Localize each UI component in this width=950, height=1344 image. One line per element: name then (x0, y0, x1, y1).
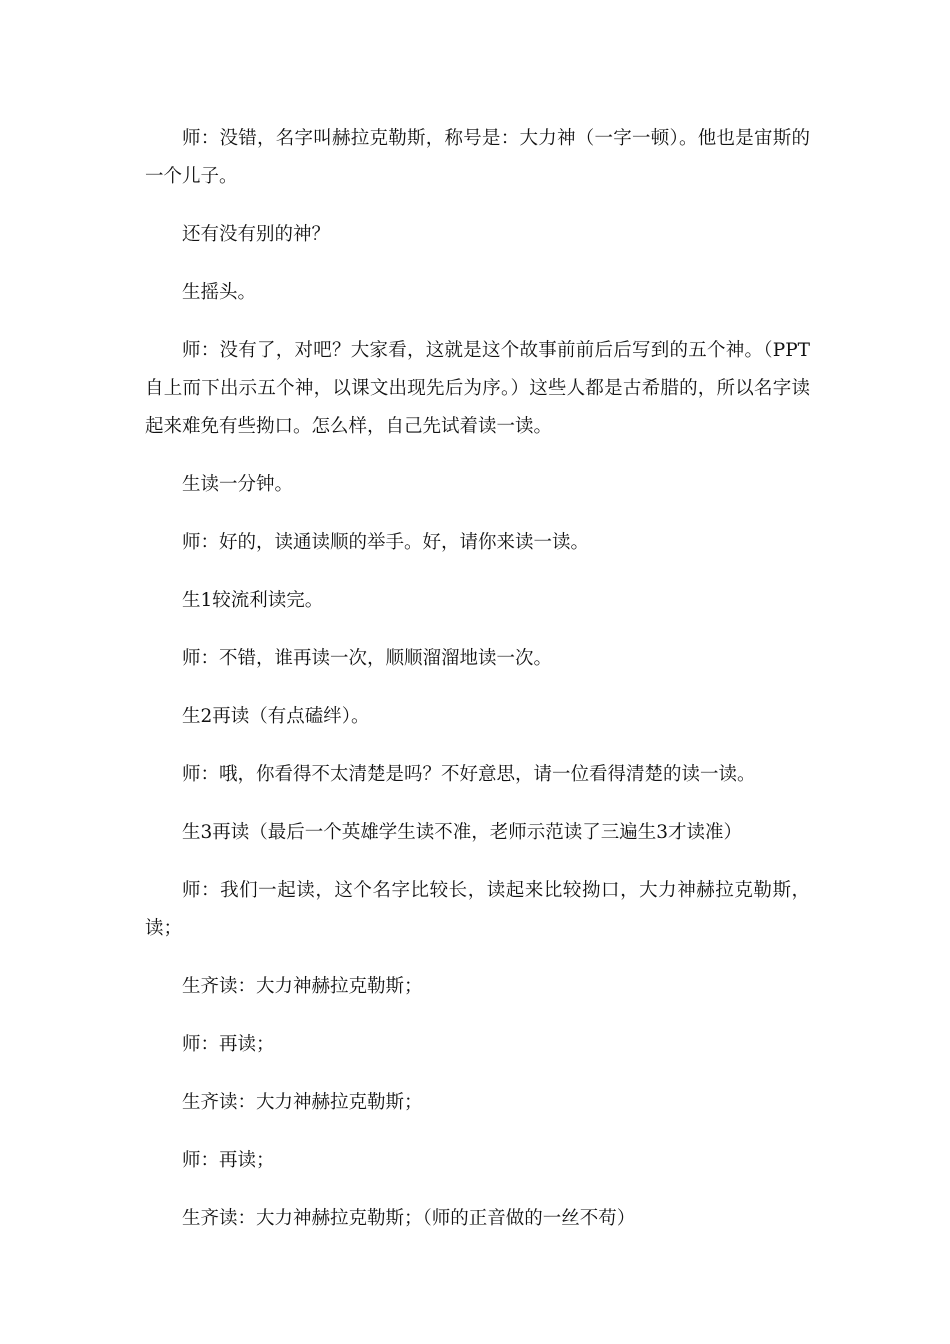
paragraph-15: 生齐读：大力神赫拉克勒斯； (182, 1092, 423, 1113)
paragraph-16: 师：再读； (182, 1150, 275, 1171)
paragraph-9: 生2再读（有点磕绊）。 (182, 706, 370, 727)
paragraph-6: 师：好的，读通读顺的举手。好，请你来读一读。 (182, 532, 590, 553)
paragraph-13: 生齐读：大力神赫拉克勒斯； (182, 976, 423, 997)
paragraph-12: 师：我们一起读，这个名字比较长，读起来比较拗口，大力神赫拉克勒斯，读； (145, 880, 810, 939)
paragraph-14: 师：再读； (182, 1034, 275, 1055)
paragraph-11: 生3再读（最后一个英雄学生读不准，老师示范读了三遍生3才读准） (182, 822, 743, 843)
paragraph-2: 还有没有别的神？ (182, 224, 331, 245)
paragraph-17: 生齐读：大力神赫拉克勒斯；（师的正音做的一丝不苟） (182, 1208, 636, 1229)
paragraph-3: 生摇头。 (182, 282, 257, 303)
paragraph-8: 师：不错，谁再读一次，顺顺溜溜地读一次。 (182, 648, 553, 669)
paragraph-1: 师：没错，名字叫赫拉克勒斯，称号是：大力神（一字一顿）。他也是宙斯的一个儿子。 (145, 128, 810, 187)
document-body (145, 120, 810, 1258)
paragraph-4: 师：没有了，对吧？大家看，这就是这个故事前前后后写到的五个神。（PPT自上而下出示五个神，以课文出现先后为序。）这些人都是古希腊的，所以名字读起来难免有些拗口。怎么样，自己先试着读一读。 (145, 340, 810, 437)
paragraph-7: 生1较流利读完。 (182, 590, 324, 611)
paragraph-10: 师：哦，你看得不太清楚是吗？不好意思，请一位看得清楚的读一读。 (182, 764, 756, 785)
paragraph-5: 生读一分钟。 (182, 474, 294, 495)
